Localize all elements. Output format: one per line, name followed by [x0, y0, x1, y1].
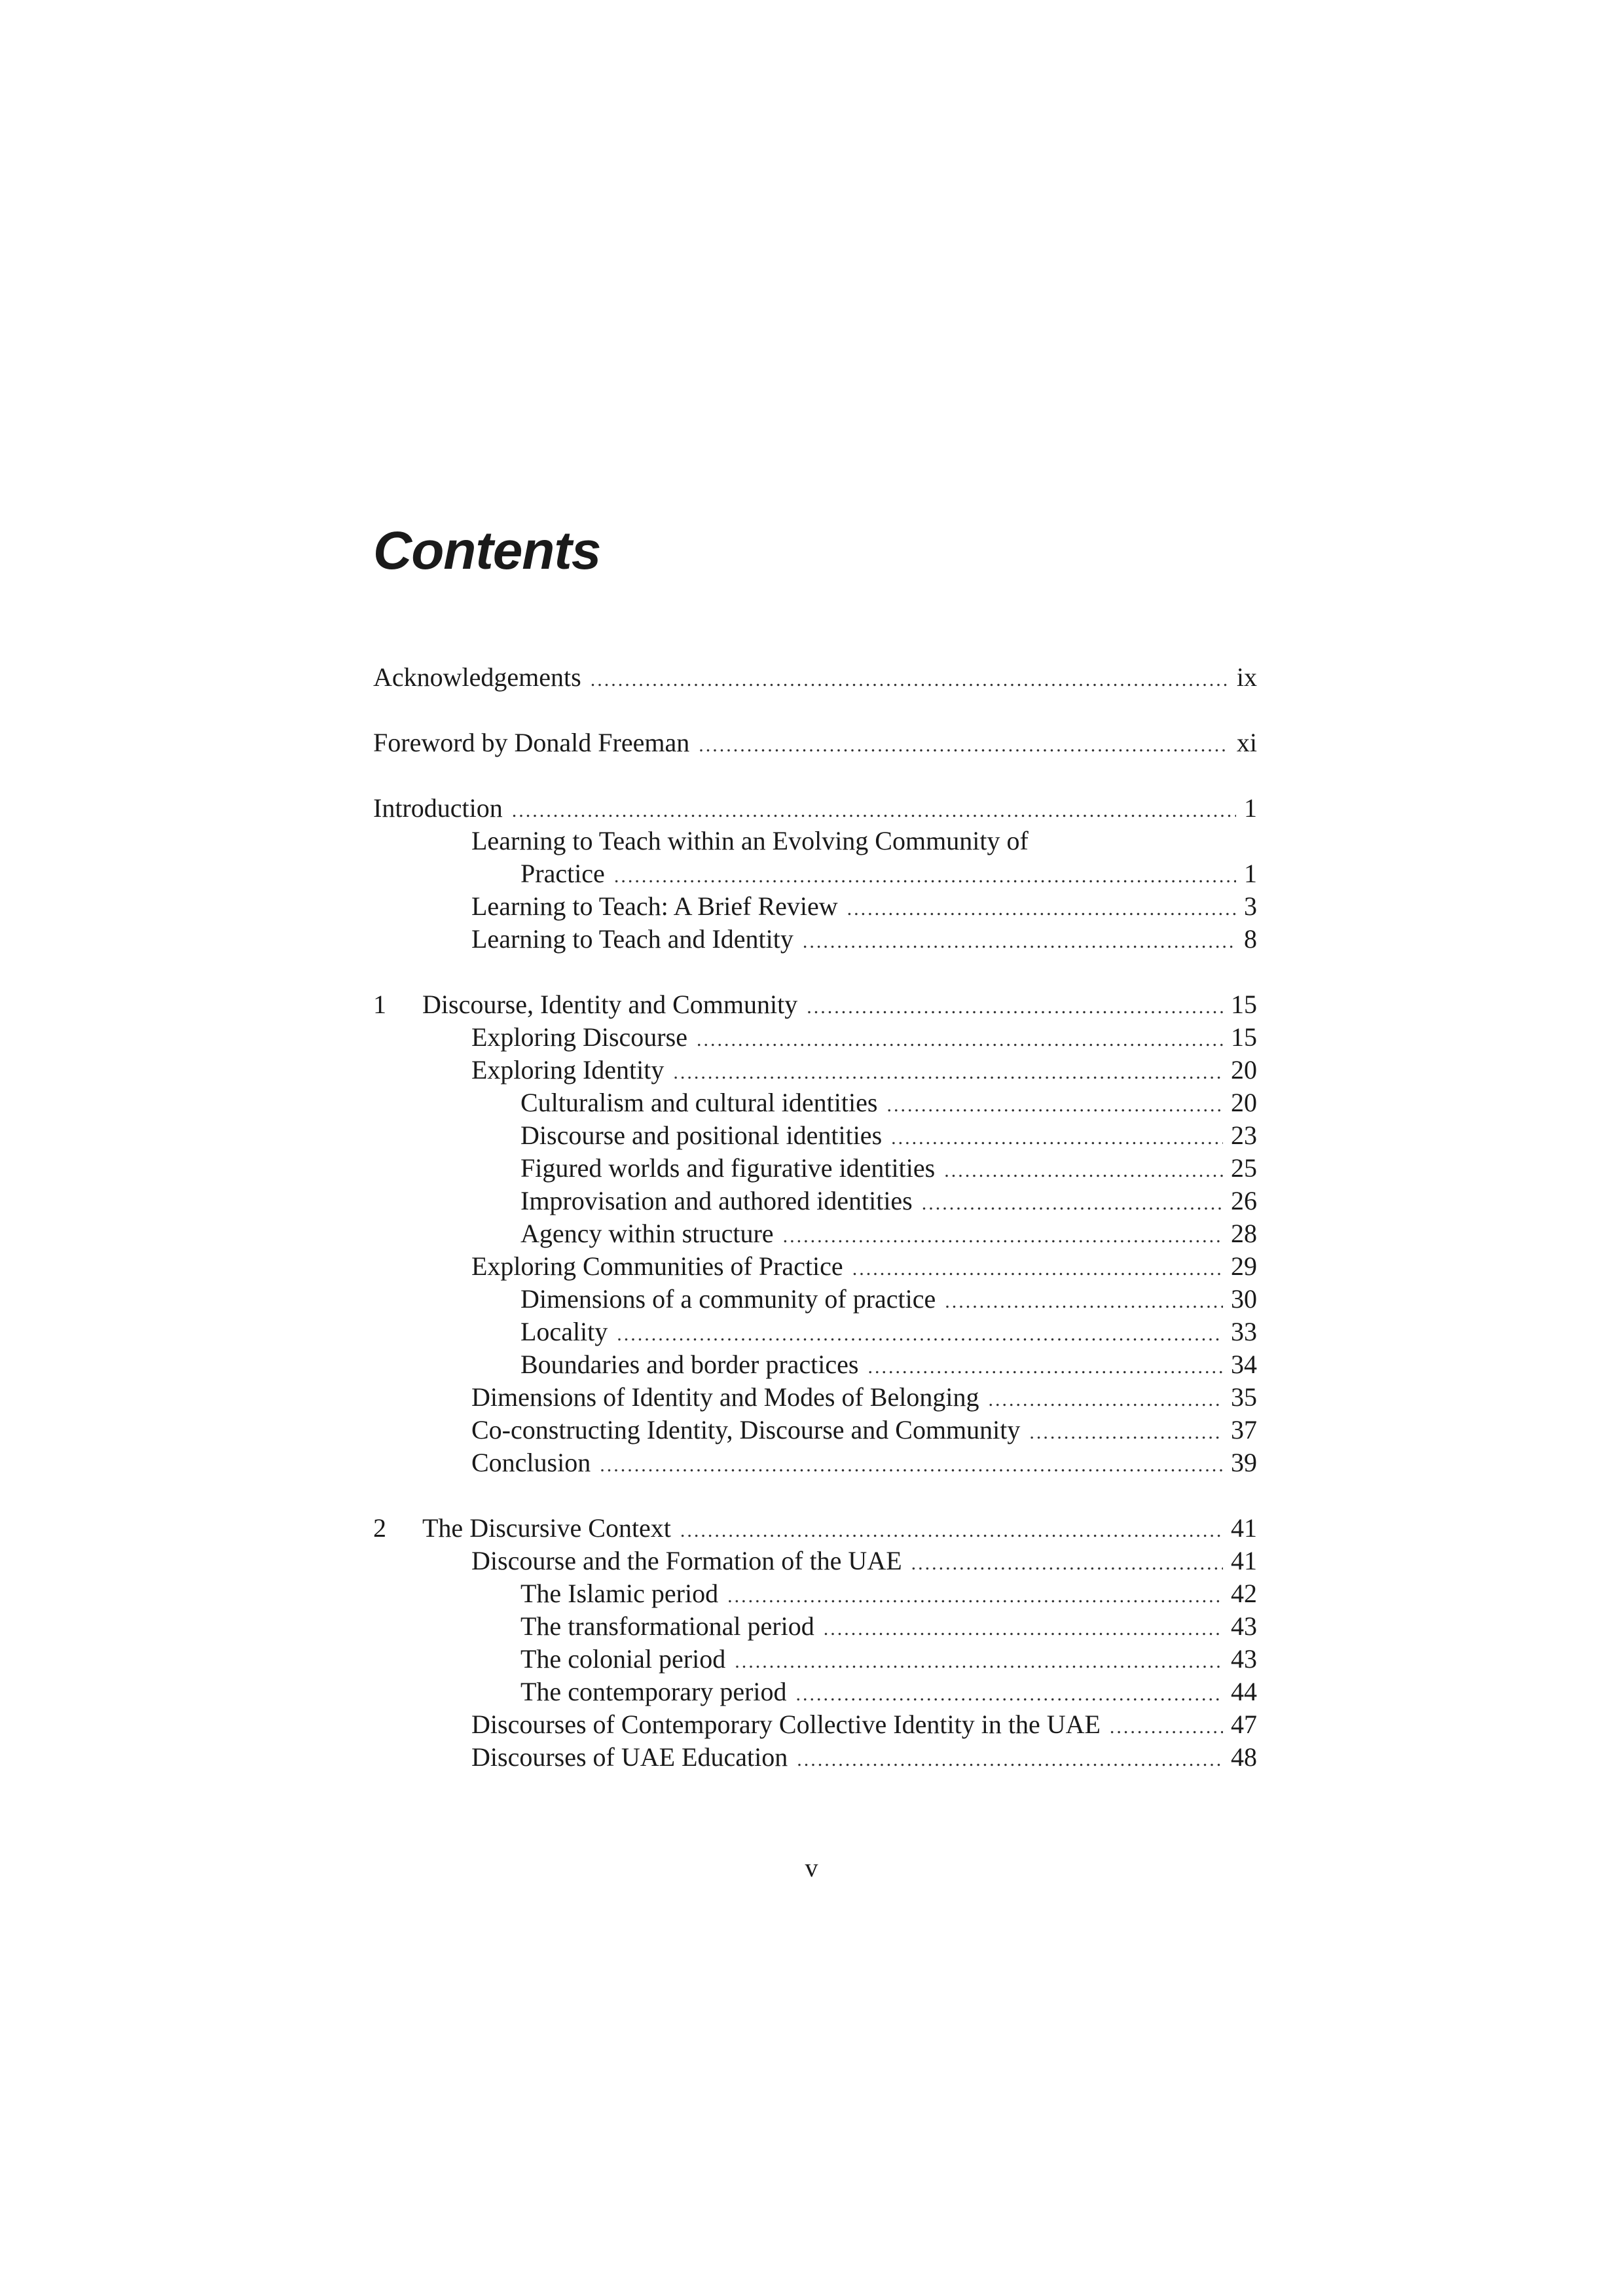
toc-subsubentry: [373, 1086, 1257, 1119]
toc-entry-page: 43: [1231, 1644, 1257, 1674]
toc-entry-label: Improvisation and authored identities: [520, 1186, 913, 1215]
dot-leader: [796, 1678, 1223, 1711]
toc-entry-label: The colonial period: [520, 1644, 726, 1674]
toc-entry-introduction: [373, 792, 1257, 825]
toc-entry-label: Learning to Teach: A Brief Review: [471, 891, 838, 921]
toc-entry-page: 29: [1231, 1251, 1257, 1281]
toc-subsubentry: [373, 1152, 1257, 1185]
toc-entry-foreword: [373, 726, 1257, 759]
toc-subsubentry: [373, 1348, 1257, 1381]
dot-leader: [944, 1155, 1223, 1187]
toc-chapter-1: [373, 988, 1257, 1021]
toc-entry-page: 30: [1231, 1284, 1257, 1314]
toc-entry-label: Culturalism and cultural identities: [520, 1088, 878, 1117]
table-of-contents: [373, 661, 1257, 1774]
toc-entry-page: 20: [1231, 1055, 1257, 1085]
toc-entry-page: 15: [1231, 1022, 1257, 1052]
toc-subentry: [373, 1545, 1257, 1577]
toc-subentry: [373, 825, 1257, 857]
toc-entry-page: xi: [1236, 728, 1257, 757]
toc-entry-label: Exploring Identity: [471, 1055, 665, 1085]
toc-entry-page: 26: [1231, 1186, 1257, 1215]
toc-entry-label: Learning to Teach and Identity: [471, 924, 793, 954]
dot-leader: [824, 1613, 1223, 1645]
toc-entry-page: 34: [1231, 1350, 1257, 1379]
dot-leader: [988, 1384, 1223, 1416]
toc-entry-acknowledgements: [373, 661, 1257, 694]
dot-leader: [911, 1547, 1223, 1580]
toc-entry-label: The Discursive Context: [422, 1513, 671, 1543]
toc-entry-page: 39: [1231, 1448, 1257, 1477]
toc-subentry-continuation: [373, 857, 1257, 890]
toc-subentry: [373, 1021, 1257, 1054]
toc-entry-label: Discourses of UAE Education: [471, 1742, 788, 1772]
dot-leader: [614, 860, 1236, 893]
toc-entry-page: 15: [1231, 990, 1257, 1019]
toc-entry-label: Exploring Communities of Practice: [471, 1251, 843, 1281]
toc-entry-page: 42: [1231, 1579, 1257, 1608]
toc-subsubentry: [373, 1119, 1257, 1152]
toc-entry-page: 43: [1231, 1611, 1257, 1641]
toc-entry-page: 44: [1231, 1677, 1257, 1706]
toc-entry-page: 33: [1231, 1317, 1257, 1346]
toc-entry-label: Acknowledgements: [373, 662, 581, 692]
toc-entry-label: Practice: [520, 859, 605, 888]
dot-leader: [797, 1744, 1223, 1776]
toc-entry-label: The contemporary period: [520, 1677, 787, 1706]
toc-entry-page: 28: [1231, 1219, 1257, 1248]
chapter-number: 1: [373, 990, 386, 1019]
toc-entry-page: 48: [1231, 1742, 1257, 1772]
dot-leader: [807, 991, 1223, 1024]
dot-leader: [680, 1515, 1223, 1547]
dot-leader: [617, 1318, 1223, 1351]
dot-leader: [886, 1089, 1223, 1122]
dot-leader: [735, 1645, 1223, 1678]
toc-entry-label: Conclusion: [471, 1448, 591, 1477]
toc-entry-page: 23: [1231, 1121, 1257, 1150]
toc-subentry: [373, 923, 1257, 956]
toc-entry-label: Locality: [520, 1317, 608, 1346]
toc-entry-label: Figured worlds and figurative identities: [520, 1153, 936, 1183]
dot-leader: [783, 1220, 1223, 1253]
dot-leader: [600, 1449, 1223, 1482]
toc-entry-page: ix: [1236, 662, 1257, 692]
toc-entry-label: Discourse and the Formation of the UAE: [471, 1546, 902, 1575]
toc-subentry: [373, 1741, 1257, 1774]
dot-leader: [945, 1285, 1223, 1318]
dot-leader: [922, 1187, 1223, 1220]
toc-entry-page: 37: [1231, 1415, 1257, 1444]
dot-leader: [847, 893, 1236, 925]
toc-subentry: [373, 1381, 1257, 1414]
toc-entry-label: The transformational period: [520, 1611, 814, 1641]
toc-entry-page: 35: [1231, 1382, 1257, 1412]
dot-leader: [591, 664, 1229, 696]
toc-subsubentry: [373, 1185, 1257, 1217]
toc-subsubentry: [373, 1610, 1257, 1643]
toc-subsubentry: [373, 1217, 1257, 1250]
toc-entry-label: Introduction: [373, 793, 503, 823]
toc-entry-label: Learning to Teach within an Evolving Community of: [471, 826, 1029, 855]
dot-leader: [697, 1024, 1223, 1056]
toc-entry-page: 20: [1231, 1088, 1257, 1117]
toc-entry-label: Discourse and positional identities: [520, 1121, 883, 1150]
toc-entry-label: Exploring Discourse: [471, 1022, 687, 1052]
toc-entry-page: 41: [1231, 1546, 1257, 1575]
dot-leader: [727, 1580, 1223, 1613]
toc-entry-label: Dimensions of a community of practice: [520, 1284, 936, 1314]
toc-subsubentry: [373, 1577, 1257, 1610]
toc-subentry: [373, 1054, 1257, 1086]
dot-leader: [852, 1253, 1223, 1285]
dot-leader: [867, 1351, 1223, 1384]
dot-leader: [1029, 1416, 1223, 1449]
toc-entry-page: 3: [1244, 891, 1257, 921]
dot-leader: [803, 925, 1236, 958]
toc-subentry: [373, 890, 1257, 923]
toc-chapter-2: [373, 1512, 1257, 1545]
dot-leader: [891, 1122, 1223, 1155]
toc-subsubentry: [373, 1283, 1257, 1316]
dot-leader: [1110, 1711, 1223, 1744]
dot-leader: [512, 795, 1236, 827]
toc-subentry: [373, 1414, 1257, 1446]
dot-leader: [673, 1056, 1223, 1089]
toc-entry-label: Discourse, Identity and Community: [422, 990, 798, 1019]
toc-entry-page: 41: [1231, 1513, 1257, 1543]
toc-subsubentry: [373, 1676, 1257, 1708]
toc-entry-label: Co-constructing Identity, Discourse and Community: [471, 1415, 1021, 1444]
toc-subsubentry: [373, 1316, 1257, 1348]
toc-entry-label: Dimensions of Identity and Modes of Belonging: [471, 1382, 979, 1412]
toc-subsubentry: [373, 1643, 1257, 1676]
page-title: Contents: [373, 521, 601, 581]
toc-entry-page: 47: [1231, 1710, 1257, 1739]
toc-entry-label: The Islamic period: [520, 1579, 719, 1608]
page-number: v: [805, 1853, 818, 1882]
toc-subentry: [373, 1708, 1257, 1741]
toc-entry-page: 1: [1244, 859, 1257, 888]
toc-subentry: [373, 1250, 1257, 1283]
toc-entry-page: 8: [1244, 924, 1257, 954]
dot-leader: [699, 729, 1229, 762]
toc-entry-label: Discourses of Contemporary Collective Identity in the UAE: [471, 1710, 1101, 1739]
chapter-number: 2: [373, 1513, 386, 1543]
toc-subentry: [373, 1446, 1257, 1479]
toc-entry-label: Agency within structure: [520, 1219, 774, 1248]
toc-entry-label: Foreword by Donald Freeman: [373, 728, 690, 757]
toc-entry-label: Boundaries and border practices: [520, 1350, 859, 1379]
toc-entry-page: 25: [1231, 1153, 1257, 1183]
toc-entry-page: 1: [1244, 793, 1257, 823]
